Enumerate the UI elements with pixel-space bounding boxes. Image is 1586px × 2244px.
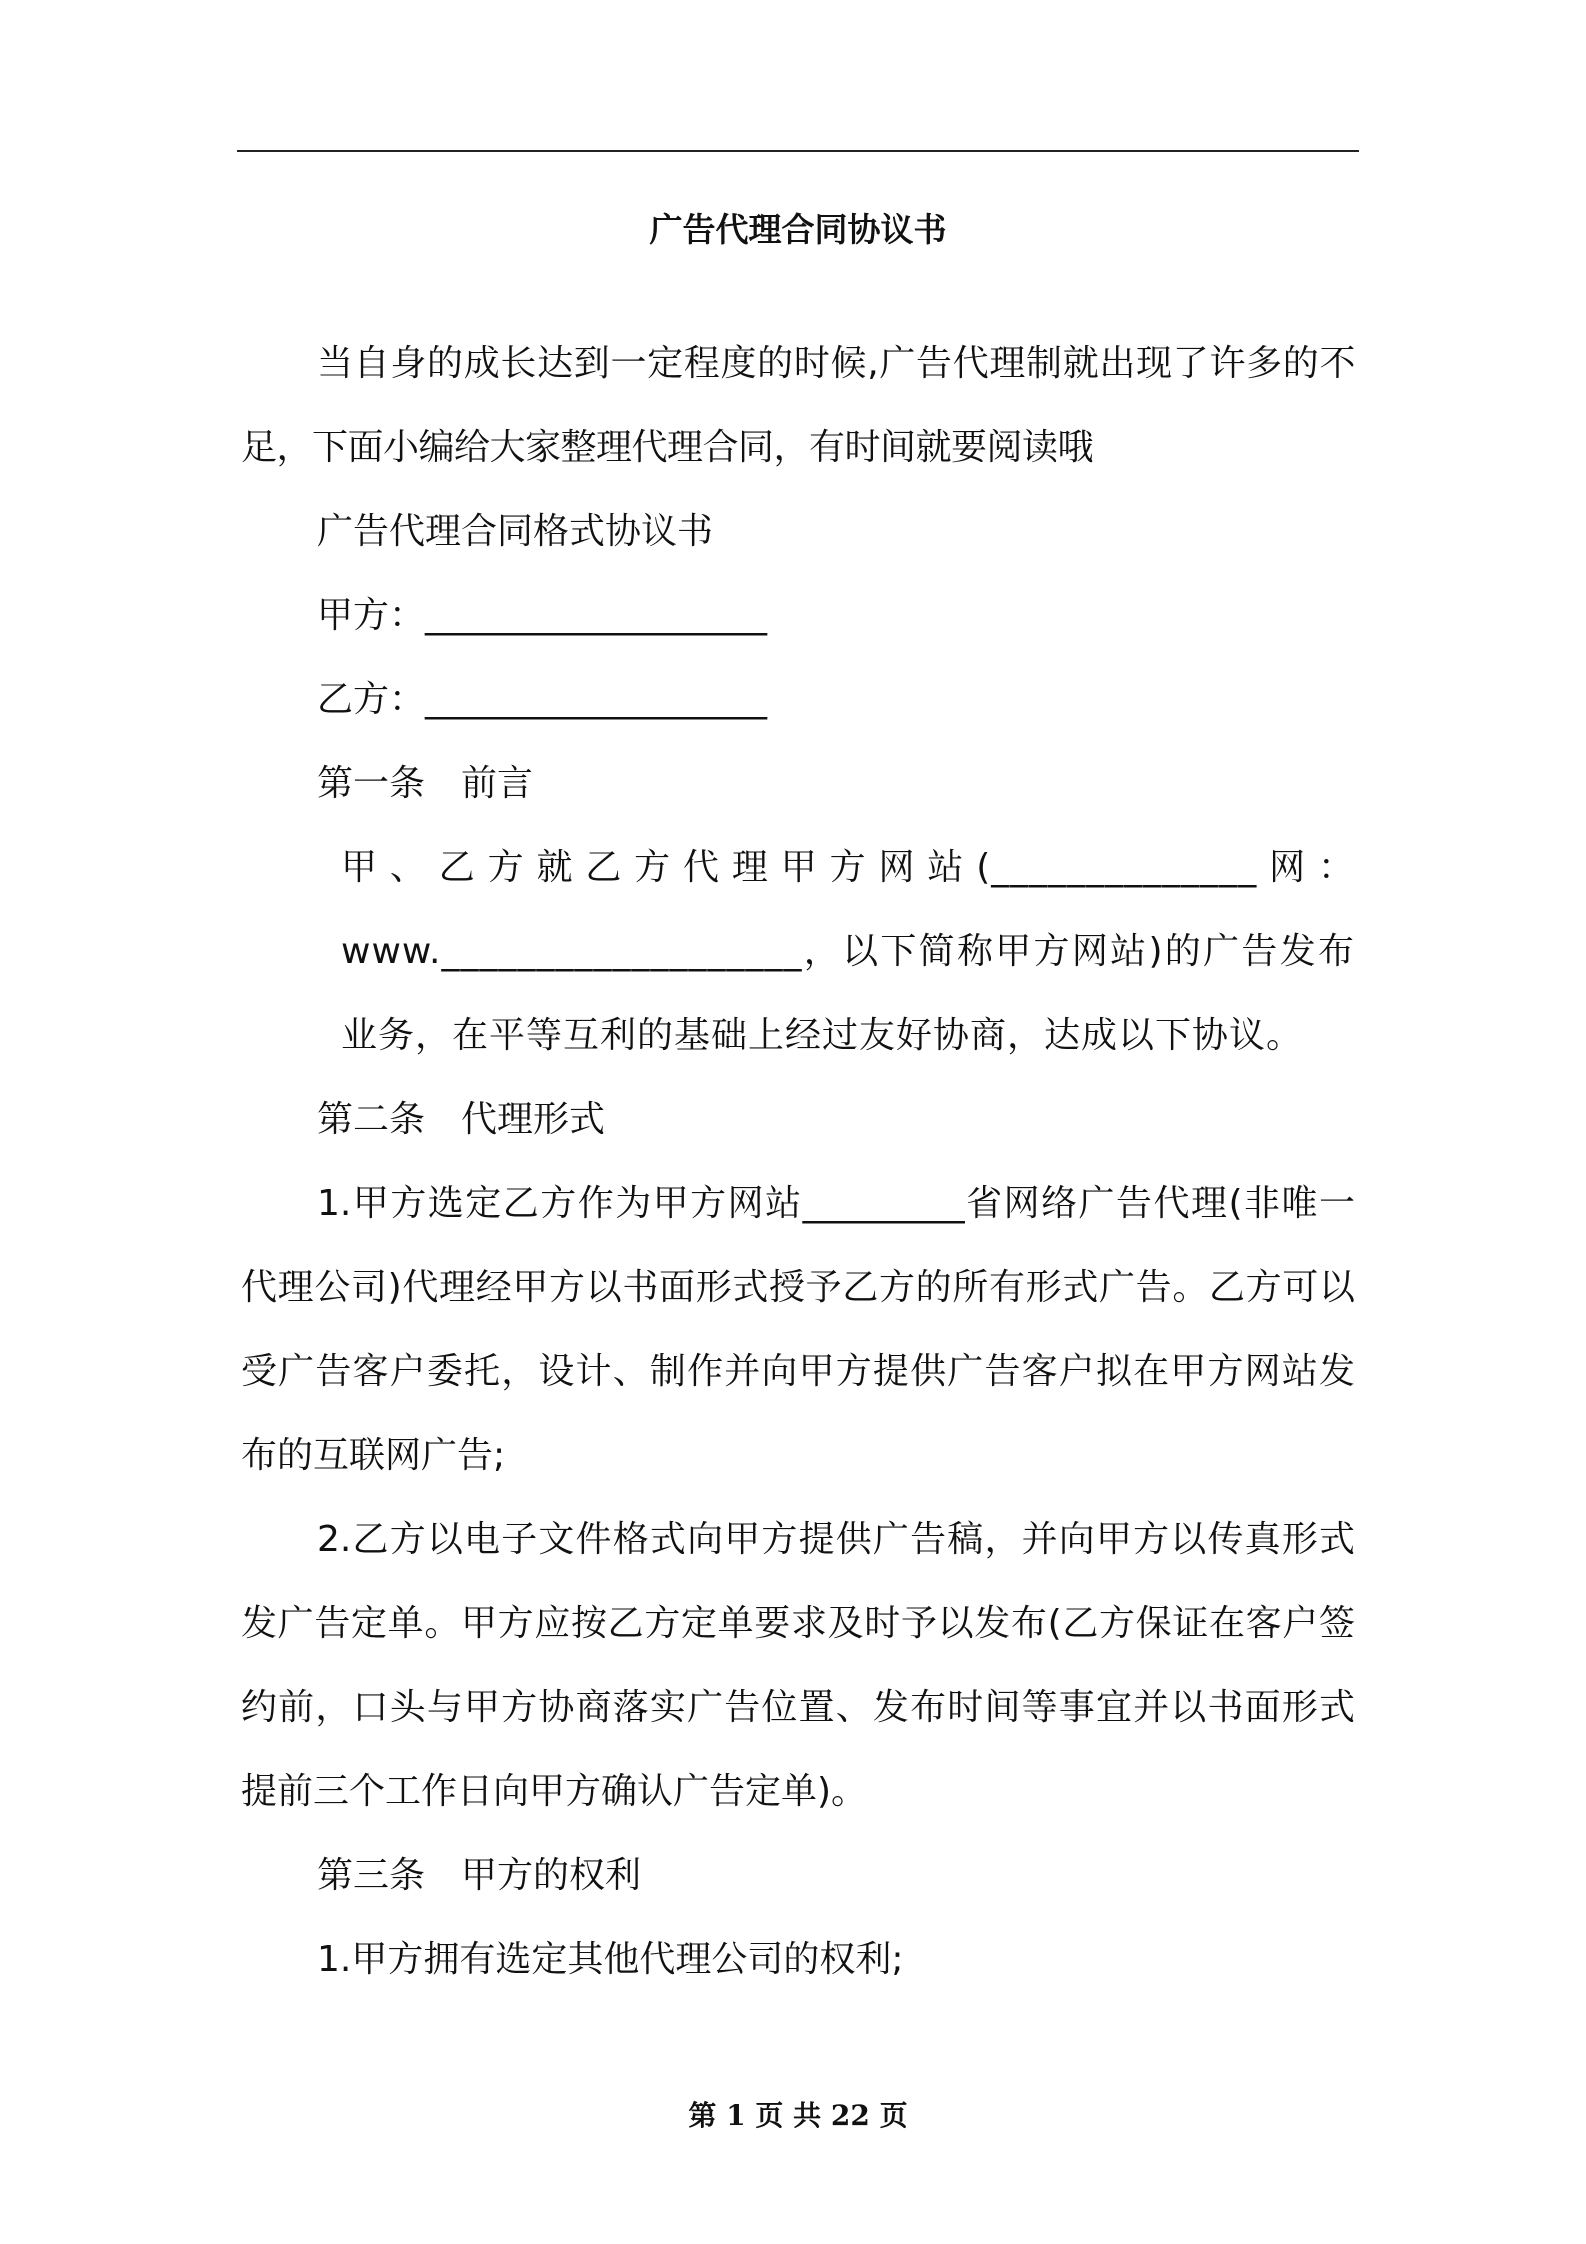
- article-2-item-2: 2.乙方以电子文件格式向甲方提供广告稿，并向甲方以传真形式发广告定单。甲方应按乙方定单要求及时予以发布(乙方保证在客户签约前，口头与甲方协商落实广告位置、发布时间等事宜并以书面形式提前三个工作日向甲方确认广告定单)。: [241, 1519, 1355, 1812]
- article-2-heading: 第二条 代理形式: [317, 1099, 606, 1140]
- document-title: 广告代理合同协议书: [649, 210, 947, 249]
- article-1-paragraph: 甲、乙方就乙方代理甲方网站(______________网：www.___________________，以下简称甲方网站)的广告发布业务，在平等互利的基础上经过友好协商，达成以下协议。: [341, 847, 1355, 1056]
- article-3-item-1: 1.甲方拥有选定其他代理公司的权利;: [317, 1939, 904, 1980]
- article-3-heading: 第三条 甲方的权利: [317, 1855, 642, 1896]
- article-2-item-1: 1.甲方选定乙方作为甲方网站_________省网络广告代理(非唯一代理公司)代理经甲方以书面形式授予乙方的所有形式广告。乙方可以受广告客户委托，设计、制作并向甲方提供广告客户拟在甲方网站发布的互联网广告;: [241, 1183, 1355, 1476]
- article-1-heading: 第一条 前言: [317, 763, 534, 804]
- page-number: 第 1 页 共 22 页: [688, 2099, 908, 2132]
- party-b-line: 乙方：___________________: [317, 679, 768, 720]
- intro-paragraph: 当自身的成长达到一定程度的时候,广告代理制就出现了许多的不足，下面小编给大家整理代理合同，有时间就要阅读哦: [241, 343, 1355, 468]
- subtitle: 广告代理合同格式协议书: [317, 511, 714, 552]
- document-body: [241, 322, 1355, 2002]
- party-a-line: 甲方：___________________: [317, 595, 768, 636]
- header-rule: [237, 150, 1359, 152]
